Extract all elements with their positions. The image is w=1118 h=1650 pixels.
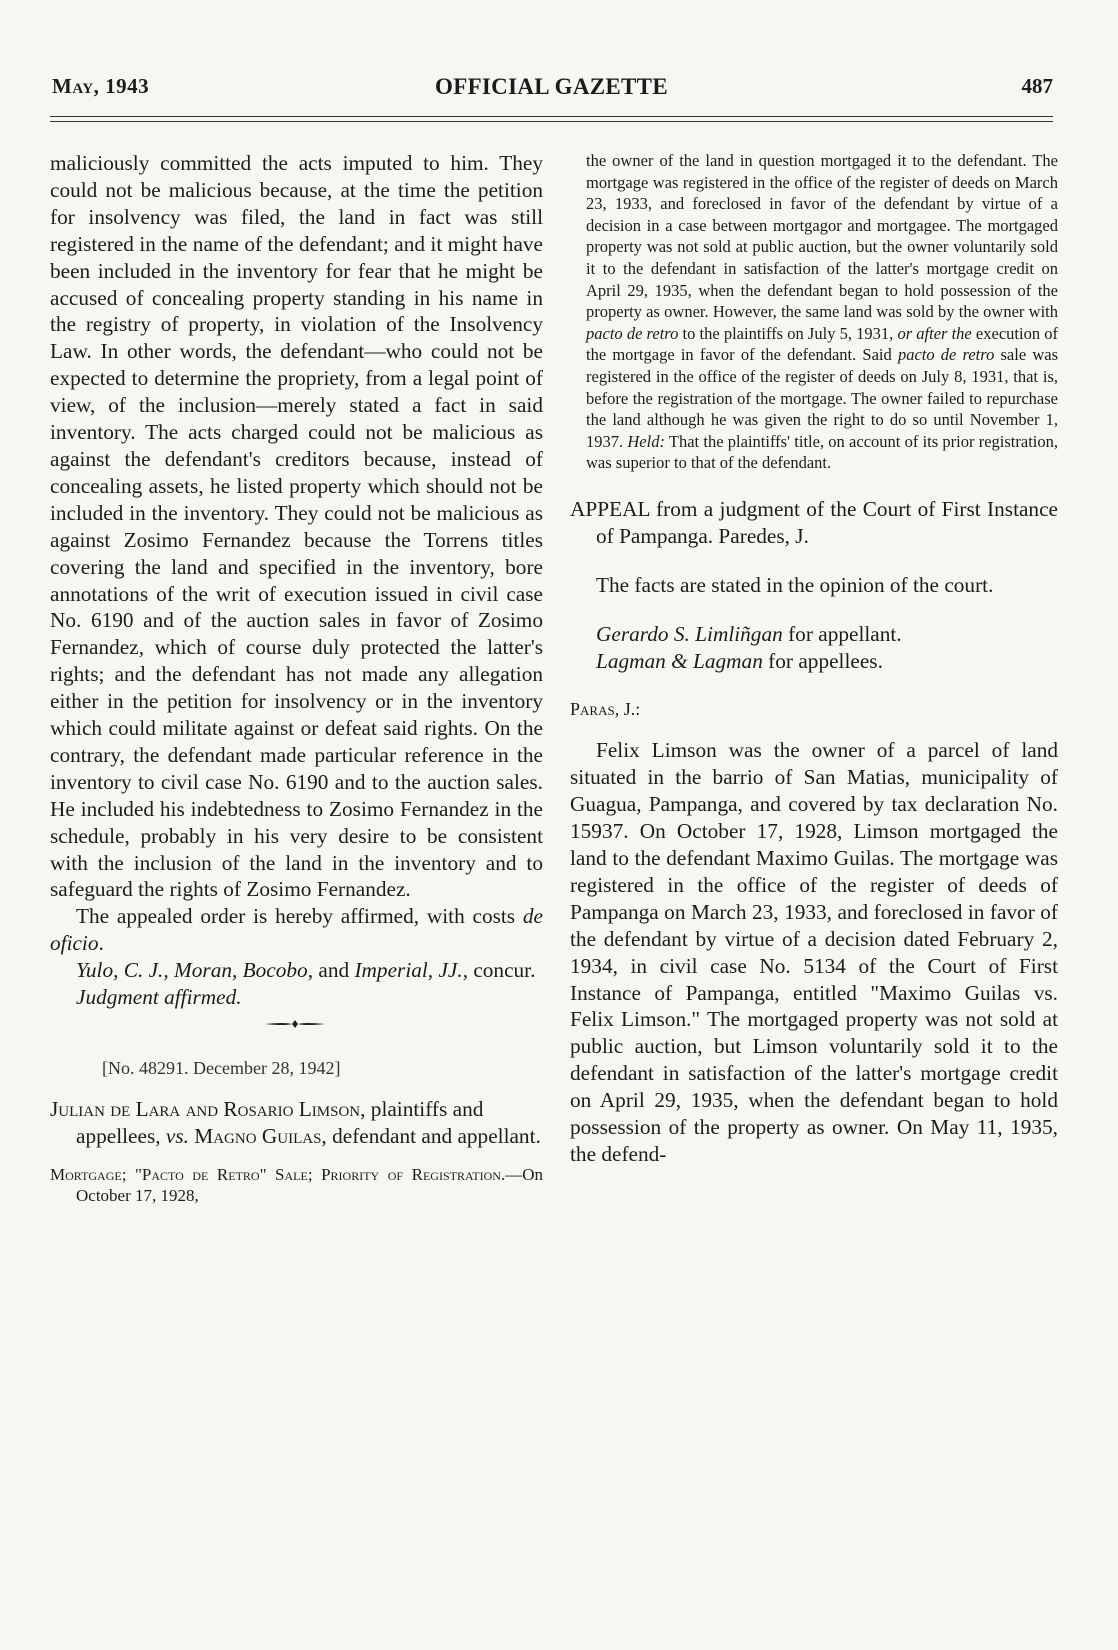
concurrence	[50, 957, 543, 984]
page-number: 487	[1021, 74, 1053, 98]
divider-ornament-icon	[265, 1019, 325, 1029]
counsel-appellant	[570, 621, 1058, 648]
concur-and: and	[313, 958, 355, 983]
concurring-justice-imperial: Imperial, JJ.	[354, 958, 463, 983]
syllabus-italic-2: or after the	[897, 323, 972, 343]
syllabus-start	[50, 1164, 543, 1207]
disposition-end: .	[98, 931, 104, 956]
opinion-author: Paras, J.:	[570, 699, 641, 720]
header-rule-bottom	[50, 121, 1053, 122]
syllabus-part-2: to the plaintiffs on July 5, 1931,	[678, 323, 898, 343]
syllabus-part-1: the owner of the land in question mortgaged it to the defendant. The mortgage was registered in the office of the register of deeds on March 23, 1933, and foreclosed in favor of the defendant by virtue of a decision in a case between mortgagor and mortgagee. The mortgaged property was not sold at public auction, but the owner voluntarily sold it to the defendant in satisfaction of the latter's mortgage credit on April 29, 1935, when the defendant began to hold possession of the property as owner. However, the same land was sold by the owner with	[586, 151, 1058, 322]
section-divider	[50, 1011, 543, 1055]
appellees-counsel-role: for appellees.	[762, 648, 883, 673]
case-number: [No. 48291. December 28, 1942]	[102, 1058, 341, 1078]
appellant-counsel-role: for appellant.	[782, 621, 902, 646]
syllabus-continued	[570, 150, 1058, 474]
concur-end: , concur.	[462, 958, 536, 983]
header-rule-top	[50, 116, 1053, 117]
facts-statement: The facts are stated in the opinion of the court.	[596, 572, 994, 597]
syllabus-held: Held:	[627, 431, 665, 451]
plaintiffs-role: plaintiffs and appellees,	[76, 1096, 484, 1148]
syllabus-part-3: execution of the mortgage in favor of the defendant. Said	[586, 323, 1058, 365]
right-column	[570, 150, 1058, 1168]
appellees-counsel-name: Lagman & Lagman	[596, 648, 763, 673]
defendant-role: defendant and appellant.	[326, 1123, 541, 1148]
left-column	[50, 150, 543, 1207]
counsel-appellees	[570, 648, 1058, 675]
plaintiffs: Julian de Lara and Rosario Limson,	[50, 1096, 366, 1121]
publication-title: OFFICIAL GAZETTE	[435, 74, 668, 99]
opinion-paragraph: Felix Limson was the owner of a parcel of land situated in the barrio of San Matias, municipality of Guagua, Pampanga, and covered by tax declaration No. 15937. On October 17, 1928, Limson mortgaged the land to the defendant Maximo Guilas. The mortgage was registered in the office of the register of deeds of Pampanga on March 23, 1933, and foreclosed in favor of the defendant by virtue of a decision dated February 2, 1934, in civil case No. 5134 of the Court of First Instance of Pampanga, entitled "Maximo Guilas vs. Felix Limson." The mortgaged property was not sold at public auction, but Limson voluntarily sold it to the defendant in satisfaction of the latter's mortgage credit on April 29, 1935, when the defendant began to hold possession of the property as owner. On May 11, 1935, the defend-	[570, 738, 1058, 1166]
running-head	[50, 74, 1053, 104]
issue-date: May, 1943	[52, 74, 150, 98]
syllabus-opening: —On October 17, 1928,	[76, 1164, 543, 1206]
versus: vs.	[165, 1123, 189, 1148]
disposition-paragraph	[50, 903, 543, 957]
appellant-counsel-name: Gerardo S. Limliñgan	[596, 621, 783, 646]
syllabus-part-5: That the plaintiffs' title, on account of its prior registration, was superior to that of the defendant.	[586, 431, 1059, 473]
judgment-text: Judgment affirmed.	[76, 985, 242, 1010]
syllabus-italic-3: pacto de retro	[897, 345, 995, 365]
case-parties	[50, 1096, 543, 1150]
syllabus-part-4: sale was registered in the office of the register of deeds on July 8, 1931, that is, before the registration of the mortgage. The owner failed to repurchase the land although he was given the right to do so until November 1, 1937.	[586, 345, 1058, 451]
appeal-statement: APPEAL from a judgment of the Court of First Instance of Pampanga. Paredes, J.	[570, 496, 1058, 548]
disposition-text: The appealed order is hereby affirmed, with costs	[76, 904, 523, 929]
defendant: Magno Guilas,	[188, 1123, 327, 1148]
continued-opinion-paragraph: maliciously committed the acts imputed to him. They could not be malicious because, at the time the petition for insolvency was filed, the land in fact was still registered in the name of the defendant; and it might have been included in the inventory for fear that he might be accused of concealing property standing in his name in the registry of property, in violation of the Insolvency Law. In other words, the defendant—who could not be expected to determine the propriety, from a legal point of view, of the inclusion—merely stated a fact in said inventory. The acts charged could not be malicious as against the defendant's creditors because, instead of concealing assets, he listed property which should not be included in the inventory. They could not be malicious as against Zosimo Fernandez because the Torrens titles covering the land and specified in the inventory, bore annotations of the writ of execution issued in civil case No. 6190 and of the auction sales in favor of Zosimo Fernandez, which of course duly protected the latter's rights; and the defendant has not made any allegation either in the petition for insolvency or in the inventory which could militate against or defeat said rights. On the contrary, the defendant made particular reference in the inventory to civil case No. 6190 and to the auction sales. He included his indebtedness to Zosimo Fernandez in the schedule, probably in his very desire to be consistent with the inclusion of the land in the inventory and to safeguard the rights of Zosimo Fernandez.	[50, 151, 543, 902]
syllabus-heading: Mortgage; "Pacto de Retro" Sale; Priority of Registration.	[50, 1164, 506, 1184]
concurring-justices: Yulo, C. J., Moran, Bocobo,	[76, 958, 314, 983]
syllabus-italic-1: pacto de retro	[586, 323, 679, 343]
disposition-italic: de oficio	[50, 904, 543, 956]
judgment-line	[50, 984, 543, 1011]
